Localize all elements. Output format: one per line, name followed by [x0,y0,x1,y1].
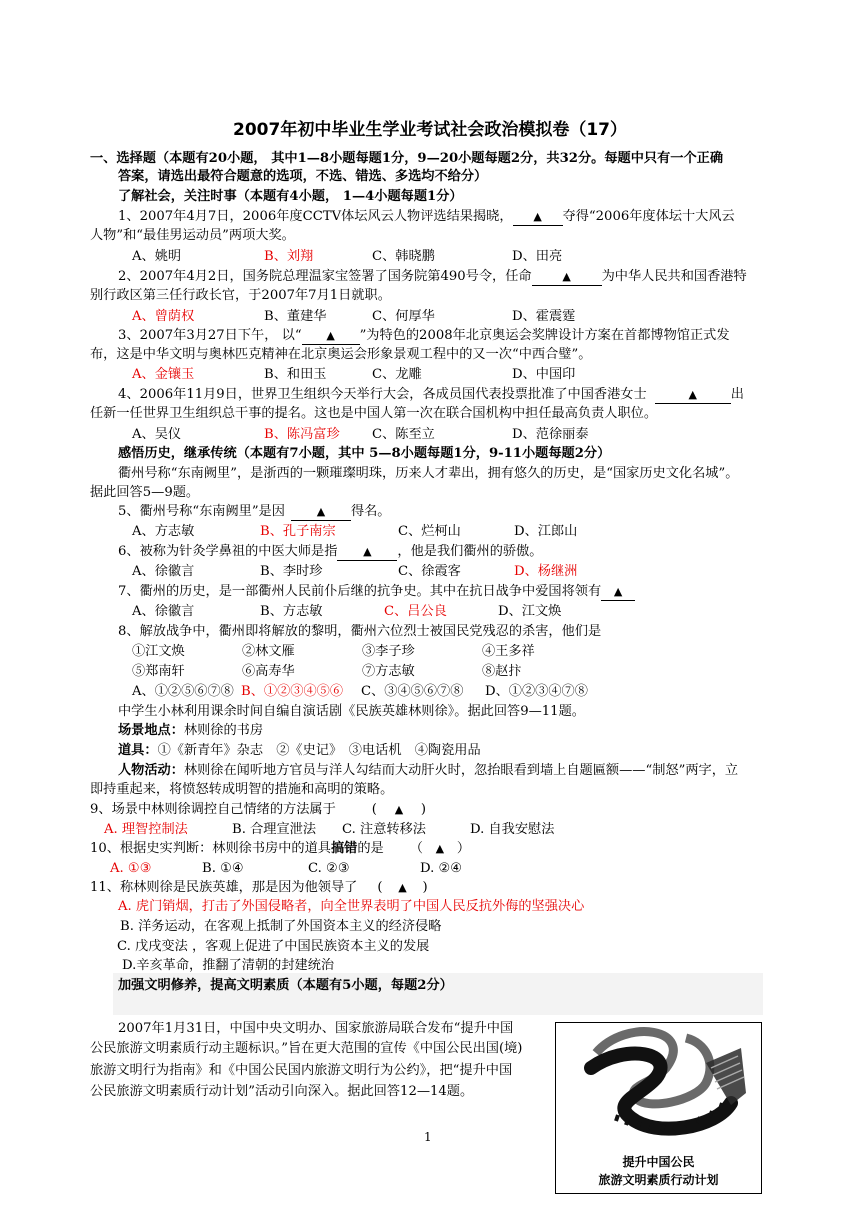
option-c: C、何厚华 [372,309,435,324]
option-c: C、龙雕 [372,367,422,382]
q11-option-a: A. 虎门销烟，打击了外国侵略者，向全世界表明了中国人民反抗外侮的坚强决心 [118,899,585,914]
q9-stem: 9、场景中林则徐调控自己情绪的方法属于 ( ▲ ) [90,802,427,817]
option-d: D、田亮 [512,249,563,264]
answer-blank: ▲ [302,327,360,345]
option-d: D、霍震霆 [512,309,576,324]
name-item: ⑥高寿华 [242,664,295,679]
q4-stem: 4、2006年11月9日，世界卫生组织今天举行大会，各成员国代表投票批准了中国香港女士 ▲ 出 [118,387,744,402]
answer-marker: ▲ [394,803,404,816]
q2-stem-2: 别行政区第三任行政长官，于2007年7月1日就职。 [90,288,391,303]
option-c: C. ②③ [308,861,350,876]
option-c: C. 注意转移法 [342,822,426,837]
great-wall-logo-icon [556,1023,761,1153]
q11-option-b: B. 洋务运动，在客观上抵制了外国资本主义的经济侵略 [120,919,442,934]
name-item: ⑦方志敏 [362,664,415,679]
section1-heading-2: 答案，请选出最符合题意的选项，不选、错选、多选均不给分） [118,169,488,184]
q3-stem-2: 布，这是中华文明与奥林匹克精神在北京奥运会形象景观工程中的又一次“中西合璧”。 [90,347,592,362]
answer-marker: ▲ [398,881,407,894]
q1-options [132,248,562,265]
part2-intro: 衢州号称“东南阙里”，是浙西的一颗璀璨明珠，历来人才辈出，拥有悠久的历史，是“国家历史文化名城”。 [118,466,739,481]
q6-stem: 6、被称为针灸学鼻祖的中医大师是指 ▲ ，他是我们衢州的骄傲。 [118,544,543,559]
q4-options [132,426,589,443]
q11-option-d: D.辛亥革命，推翻了清朝的封建统治 [122,958,335,973]
option-c: C、韩晓鹏 [372,249,435,264]
answer-blank: ▲ [655,386,731,404]
q10-options [110,860,462,877]
q8-names-row2 [132,663,522,680]
tourism-logo [555,1022,762,1194]
part3-intro-1: 2007年1月31日，中国中央文明办、国家旅游局联合发布“提升中国 [118,1021,514,1036]
answer-blank: ▲ [532,268,602,286]
q2-options [132,308,575,325]
q11-option-c: C. 戊戌变法 ，客观上促进了中国民族资本主义的发展 [117,939,430,954]
option-b: B. 合理宣泄法 [232,822,317,837]
q6-options [132,563,577,580]
option-d: D. 自我安慰法 [470,822,555,837]
option-d: D. ②④ [420,861,463,876]
answer-blank: ▲ [601,583,635,601]
q3-stem: 3、2007年3月27日下午， 以“ ▲ ”为特色的2008年北京奥运会奖牌设计方案在首都博物馆正式发 [118,328,730,343]
q8-options [132,683,588,700]
option-b: B、①②③④⑤⑥ [241,684,344,699]
activity-line-2: 即持重起来，将愤怒转成明智的措施和高明的策略。 [90,782,394,797]
q5-stem: 5、衢州号称“东南阙里”是因 ▲ 得名。 [118,504,391,519]
name-item: ③李子珍 [362,644,415,659]
part3-intro-4: 公民旅游文明素质行动计划”活动引向深入。据此回答12—14题。 [90,1084,474,1099]
option-a: A、曾荫权 [132,309,195,324]
name-item: ②林文雁 [242,644,295,659]
story-intro: 中学生小林利用课余时间自编自演话剧《民族英雄林则徐》。据此回答9—11题。 [118,704,585,719]
option-b: B、方志敏 [260,604,323,619]
option-b: B. ①④ [202,861,244,876]
q7-options [132,603,561,620]
section1-heading: 一、选择题（本题有20小题， 其中1—8小题每题1分，9—20小题每题2分，共32分。每题中只有一个正确 [90,151,724,166]
option-a: A、方志敏 [132,524,195,539]
option-d: D、范徐丽泰 [512,427,589,442]
option-a: A、徐徽言 [132,564,195,579]
q2-stem: 2、2007年4月2日，国务院总理温家宝签署了国务院第490号令，任命 ▲ 为中华人民共和国香港特 [118,269,747,284]
option-b: B、和田玉 [264,367,327,382]
part1-title: 了解社会，关注时事（本题有4小题， 1—4小题每题1分） [118,189,463,204]
part3-intro-3: 旅游文明行为指南》和《中国公民国内旅游文明行为公约》，把“提升中国 [90,1063,513,1078]
props-line: 道具：①《新青年》杂志 ②《史记》 ③电话机 ④陶瓷用品 [118,743,481,758]
option-a: A、金镶玉 [132,367,195,382]
q4-stem-2: 任新一任世界卫生组织总干事的提名。这也是中国人第一次在联合国机构中担任最高负责人职位。 [90,406,658,421]
name-item: ⑤郑南轩 [132,664,185,679]
q10-stem: 10、根据史实判断：林则徐书房中的道具搞错的是 （ ▲ ） [90,841,471,856]
option-c: C、陈至立 [372,427,435,442]
option-c: C、徐霞客 [398,564,461,579]
page-number: 1 [424,1130,432,1144]
logo-line-2: 旅游文明素质行动计划 [598,1173,719,1187]
option-d: D、江文焕 [498,604,562,619]
q9-options [104,821,554,838]
logo-line-1: 提升中国公民 [622,1155,695,1169]
q5-options [132,523,577,540]
part2-intro-2: 据此回答5—9题。 [90,485,200,500]
scene-line: 场景地点：林则徐的书房 [118,723,264,738]
option-c: C、吕公良 [384,604,447,619]
option-d: D、杨继洲 [514,564,578,579]
part2-title: 感悟历史，继承传统（本题有7小题，其中 5—8小题每题1分，9-11小题每题2分） [118,446,611,461]
q8-stem: 8、解放战争中，衢州即将解放的黎明，衢州六位烈士被国民党残忍的杀害，他们是 [118,624,602,639]
q1-stem: 1、2007年4月7日，2006年度CCTV体坛风云人物评选结果揭晓， ▲ 夺得“2006年度体坛十大风云 [118,209,735,224]
name-item: ⑧赵抃 [482,664,522,679]
option-b: B、刘翔 [264,249,314,264]
option-d: D、①②③④⑦⑧ [485,684,588,699]
option-c: C、烂柯山 [398,524,461,539]
option-a: A. ①③ [110,861,152,876]
option-d: D、中国印 [512,367,576,382]
q7-stem: 7、衢州的历史，是一部衢州人民前仆后继的抗争史。其中在抗日战争中爱国将领有 ▲ [118,583,635,601]
q1-stem-2: 人物”和“最佳男运动员”两项大奖。 [90,228,295,243]
option-a: A. 理智控制法 [104,822,188,837]
option-b: B、孔子南宗 [260,524,336,539]
option-a: A、吴仪 [132,427,182,442]
answer-blank: ▲ [513,208,563,226]
option-d: D、江郎山 [514,524,578,539]
option-a: A、①②⑤⑥⑦⑧ [132,684,234,699]
option-c: C、③④⑤⑥⑦⑧ [361,684,464,699]
option-b: B、董建华 [264,309,327,324]
q8-names-row1 [132,643,535,660]
answer-marker: ▲ [435,842,445,855]
page-title: 2007年初中毕业生学业考试社会政治模拟卷（17） [233,120,627,140]
q11-stem: 11、称林则徐是民族英雄，那是因为他领导了 ( ▲ ) [90,880,428,895]
option-b: B、陈冯富珍 [264,427,340,442]
option-a: A、徐徽言 [132,604,195,619]
answer-blank: ▲ [291,503,351,521]
part3-title: 加强文明修养，提高文明素质（本题有5小题，每题2分） [118,978,453,993]
name-item: ④王多祥 [482,644,535,659]
answer-blank: ▲ [337,543,397,561]
name-item: ①江文焕 [132,644,185,659]
part3-intro-2: 公民旅游文明素质行动主题标识。”旨在更大范围的宣传《中国公民出国(境) [90,1041,523,1056]
q3-options [132,366,575,383]
option-a: A、姚明 [132,249,182,264]
activity-line: 人物活动：林则徐在闻听地方官员与洋人勾结而大动肝火时，忽抬眼看到墙上自题匾额——“制怒”两字，立 [118,763,739,778]
option-b: B、李时珍 [260,564,323,579]
